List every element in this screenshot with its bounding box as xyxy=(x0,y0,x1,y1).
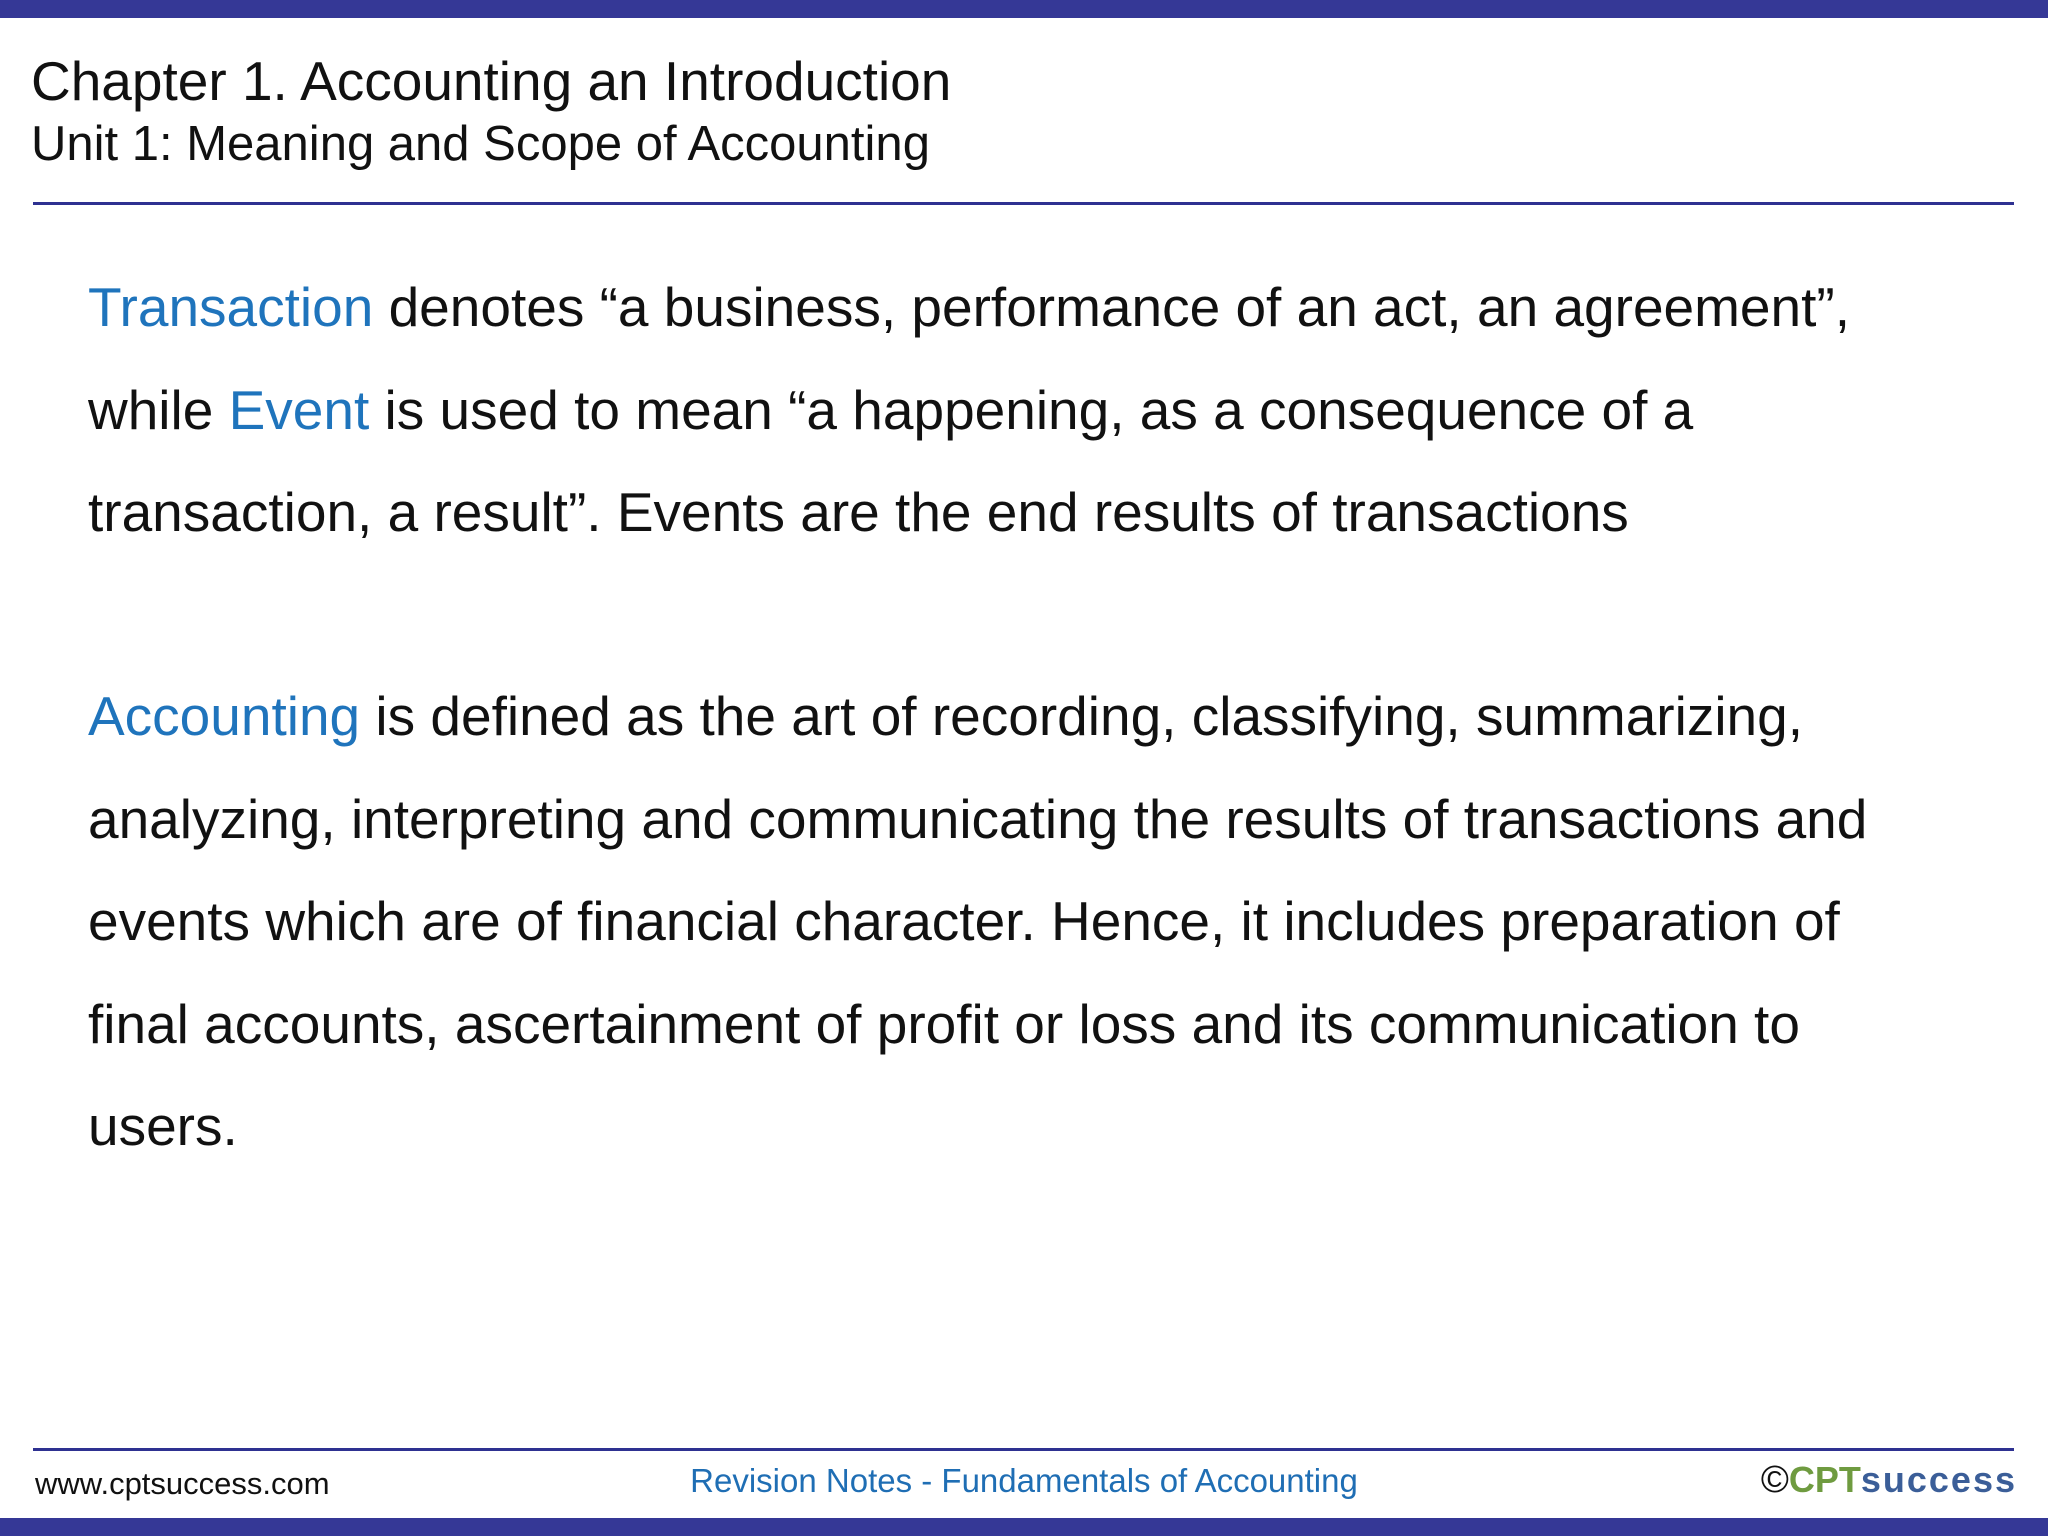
header-divider xyxy=(33,202,2014,205)
brand-cpt-text: CPT xyxy=(1788,1459,1861,1500)
paragraph-line xyxy=(88,359,1988,462)
transaction-event-paragraph xyxy=(88,256,1988,564)
top-accent-band xyxy=(0,0,2048,18)
paragraph-line: events which are of financial character. Hence, it includes preparation of xyxy=(88,890,1840,952)
term-transaction: Transaction xyxy=(88,276,374,338)
copyright-icon: © xyxy=(1760,1459,1789,1501)
footer-title: Revision Notes - Fundamentals of Accounting xyxy=(690,1462,1358,1499)
footer-divider xyxy=(33,1448,2014,1451)
brand-success-text: success xyxy=(1860,1459,2017,1500)
accounting-definition-paragraph xyxy=(88,665,1988,1178)
chapter-title: Chapter 1. Accounting an Introduction xyxy=(31,50,952,112)
paragraph-line xyxy=(88,256,1988,359)
term-event: Event xyxy=(228,378,370,441)
paragraph-text: is defined as the art of recording, classifying, summarizing, xyxy=(360,685,1804,747)
paragraph-line xyxy=(88,665,1988,768)
brand-logo xyxy=(1761,1459,2017,1501)
paragraph-text: denotes “a business, performance of an act, an agreement”, xyxy=(373,276,1850,338)
paragraph-line: transaction, a result”. Events are the end results of transactions xyxy=(88,481,1629,543)
footer-website: www.cptsuccess.com xyxy=(35,1466,330,1501)
paragraph-text: while xyxy=(88,378,229,441)
unit-title: Unit 1: Meaning and Scope of Accounting xyxy=(31,117,930,171)
term-accounting: Accounting xyxy=(88,685,361,747)
paragraph-line: users. xyxy=(88,1095,238,1157)
paragraph-line: analyzing, interpreting and communicating the results of transactions and xyxy=(88,787,1868,850)
paragraph-line: final accounts, ascertainment of profit or loss and its communication to xyxy=(88,992,1800,1055)
paragraph-text: is used to mean “a happening, as a consequence of a xyxy=(369,378,1694,441)
bottom-accent-band xyxy=(0,1518,2048,1536)
